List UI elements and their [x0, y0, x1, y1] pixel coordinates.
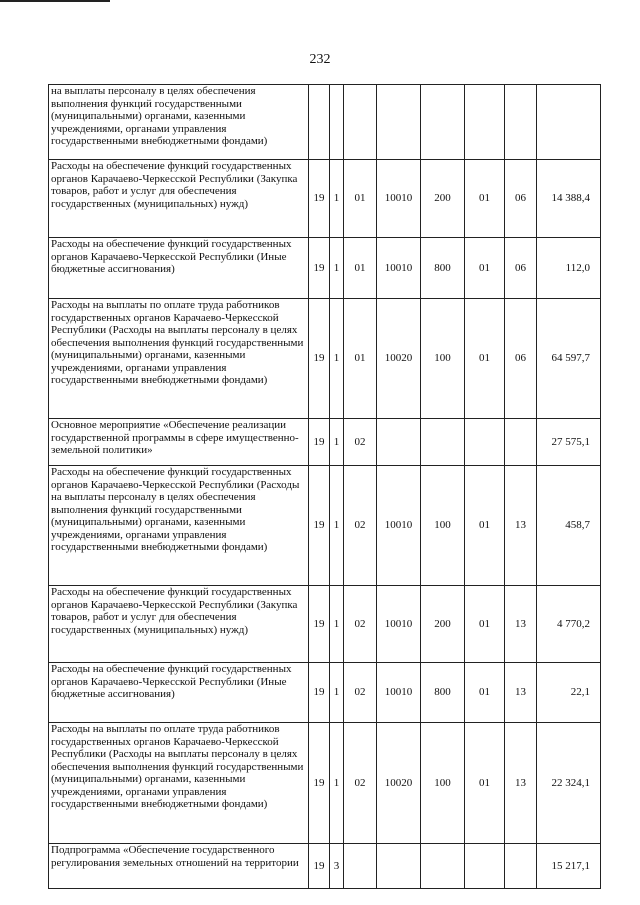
- event-code: 01: [344, 299, 377, 419]
- event-code: 01: [344, 238, 377, 299]
- amount: 64 597,7: [537, 299, 601, 419]
- budget-table: [48, 84, 601, 889]
- subprogram-code: 1: [330, 586, 344, 663]
- expense-type-code: [421, 844, 465, 889]
- event-code: [344, 85, 377, 160]
- section-code: [465, 844, 505, 889]
- program-code: [309, 85, 330, 160]
- table-row: [49, 466, 601, 586]
- subprogram-code: 1: [330, 663, 344, 723]
- expense-type-code: 200: [421, 586, 465, 663]
- subsection-code: 13: [505, 663, 537, 723]
- direction-code: 10010: [377, 586, 421, 663]
- row-description: Расходы на обеспечение функций государственных органов Карачаево-Черкесской Республики (Иные бюджетные ассигнования): [49, 663, 309, 723]
- section-code: 01: [465, 723, 505, 844]
- expense-type-code: 100: [421, 466, 465, 586]
- expense-type-code: 800: [421, 663, 465, 723]
- direction-code: 10020: [377, 723, 421, 844]
- amount: 4 770,2: [537, 586, 601, 663]
- direction-code: 10010: [377, 663, 421, 723]
- program-code: 19: [309, 586, 330, 663]
- program-code: 19: [309, 160, 330, 238]
- section-code: [465, 419, 505, 466]
- subsection-code: [505, 419, 537, 466]
- table-row: [49, 723, 601, 844]
- subprogram-code: 1: [330, 160, 344, 238]
- amount: 458,7: [537, 466, 601, 586]
- top-rule: [0, 0, 110, 2]
- subsection-code: 06: [505, 160, 537, 238]
- program-code: 19: [309, 299, 330, 419]
- table-row: [49, 160, 601, 238]
- amount: 22,1: [537, 663, 601, 723]
- page-number: 232: [309, 52, 331, 67]
- subsection-code: 13: [505, 586, 537, 663]
- table-row: [49, 586, 601, 663]
- row-description: Расходы на выплаты по оплате труда работников государственных органов Карачаево-Черкесской Республики (Расходы на выплаты персоналу в целях обеспечения выполнения функций государственными (муниципальными) органами, казенными учреждениями, органами управления государственными внебюджетными фондами): [49, 723, 309, 844]
- section-code: 01: [465, 466, 505, 586]
- row-description: Расходы на выплаты по оплате труда работников государственных органов Карачаево-Черкесской Республики (Расходы на выплаты персоналу в целях обеспечения выполнения функций государственными (муниципальными) органами, казенными учреждениями, органами управления государственными внебюджетными фондами): [49, 299, 309, 419]
- table-row: [49, 299, 601, 419]
- table-row: [49, 844, 601, 889]
- amount: [537, 85, 601, 160]
- event-code: 01: [344, 160, 377, 238]
- table-row: [49, 419, 601, 466]
- row-description: Основное мероприятие «Обеспечение реализации государственной программы в сфере имущественно-земельной политики»: [49, 419, 309, 466]
- program-code: 19: [309, 419, 330, 466]
- subprogram-code: 1: [330, 299, 344, 419]
- row-description: Расходы на обеспечение функций государственных органов Карачаево-Черкесской Республики (Закупка товаров, работ и услуг для обеспечения государственных (муниципальных) нужд): [49, 160, 309, 238]
- amount: 22 324,1: [537, 723, 601, 844]
- event-code: 02: [344, 419, 377, 466]
- direction-code: [377, 419, 421, 466]
- event-code: 02: [344, 663, 377, 723]
- event-code: 02: [344, 466, 377, 586]
- row-description: Расходы на обеспечение функций государственных органов Карачаево-Черкесской Республики (Расходы на выплаты персоналу в целях обеспечения выполнения функций государственными (муниципальными) органами, казенными учреждениями, органами управления государственными внебюджетными фондами): [49, 466, 309, 586]
- row-description: Расходы на обеспечение функций государственных органов Карачаево-Черкесской Республики (Закупка товаров, работ и услуг для обеспечения государственных (муниципальных) нужд): [49, 586, 309, 663]
- direction-code: 10020: [377, 299, 421, 419]
- subprogram-code: 1: [330, 238, 344, 299]
- direction-code: [377, 85, 421, 160]
- program-code: 19: [309, 723, 330, 844]
- event-code: 02: [344, 586, 377, 663]
- subprogram-code: [330, 85, 344, 160]
- table-row: [49, 238, 601, 299]
- expense-type-code: 100: [421, 299, 465, 419]
- section-code: 01: [465, 238, 505, 299]
- table-row: [49, 85, 601, 160]
- program-code: 19: [309, 844, 330, 889]
- expense-type-code: 800: [421, 238, 465, 299]
- subsection-code: [505, 844, 537, 889]
- event-code: 02: [344, 723, 377, 844]
- program-code: 19: [309, 238, 330, 299]
- amount: 14 388,4: [537, 160, 601, 238]
- expense-type-code: 200: [421, 160, 465, 238]
- subprogram-code: 1: [330, 723, 344, 844]
- expense-type-code: 100: [421, 723, 465, 844]
- amount: 112,0: [537, 238, 601, 299]
- program-code: 19: [309, 663, 330, 723]
- row-description: на выплаты персоналу в целях обеспечения выполнения функций государственными (муниципальными) органами, казенными учреждениями, органами управления государственными внебюджетными фондами): [49, 85, 309, 160]
- direction-code: 10010: [377, 160, 421, 238]
- expense-type-code: [421, 419, 465, 466]
- subprogram-code: 1: [330, 419, 344, 466]
- program-code: 19: [309, 466, 330, 586]
- direction-code: [377, 844, 421, 889]
- direction-code: 10010: [377, 238, 421, 299]
- subsection-code: 13: [505, 723, 537, 844]
- subsection-code: 06: [505, 299, 537, 419]
- section-code: 01: [465, 299, 505, 419]
- subprogram-code: 3: [330, 844, 344, 889]
- section-code: 01: [465, 663, 505, 723]
- event-code: [344, 844, 377, 889]
- expense-type-code: [421, 85, 465, 160]
- section-code: 01: [465, 586, 505, 663]
- subsection-code: [505, 85, 537, 160]
- amount: 15 217,1: [537, 844, 601, 889]
- section-code: 01: [465, 160, 505, 238]
- subprogram-code: 1: [330, 466, 344, 586]
- row-description: Расходы на обеспечение функций государственных органов Карачаево-Черкесской Республики (Иные бюджетные ассигнования): [49, 238, 309, 299]
- section-code: [465, 85, 505, 160]
- direction-code: 10010: [377, 466, 421, 586]
- table-row: [49, 663, 601, 723]
- row-description: Подпрограмма «Обеспечение государственного регулирования земельных отношений на территории: [49, 844, 309, 889]
- subsection-code: 13: [505, 466, 537, 586]
- subsection-code: 06: [505, 238, 537, 299]
- amount: 27 575,1: [537, 419, 601, 466]
